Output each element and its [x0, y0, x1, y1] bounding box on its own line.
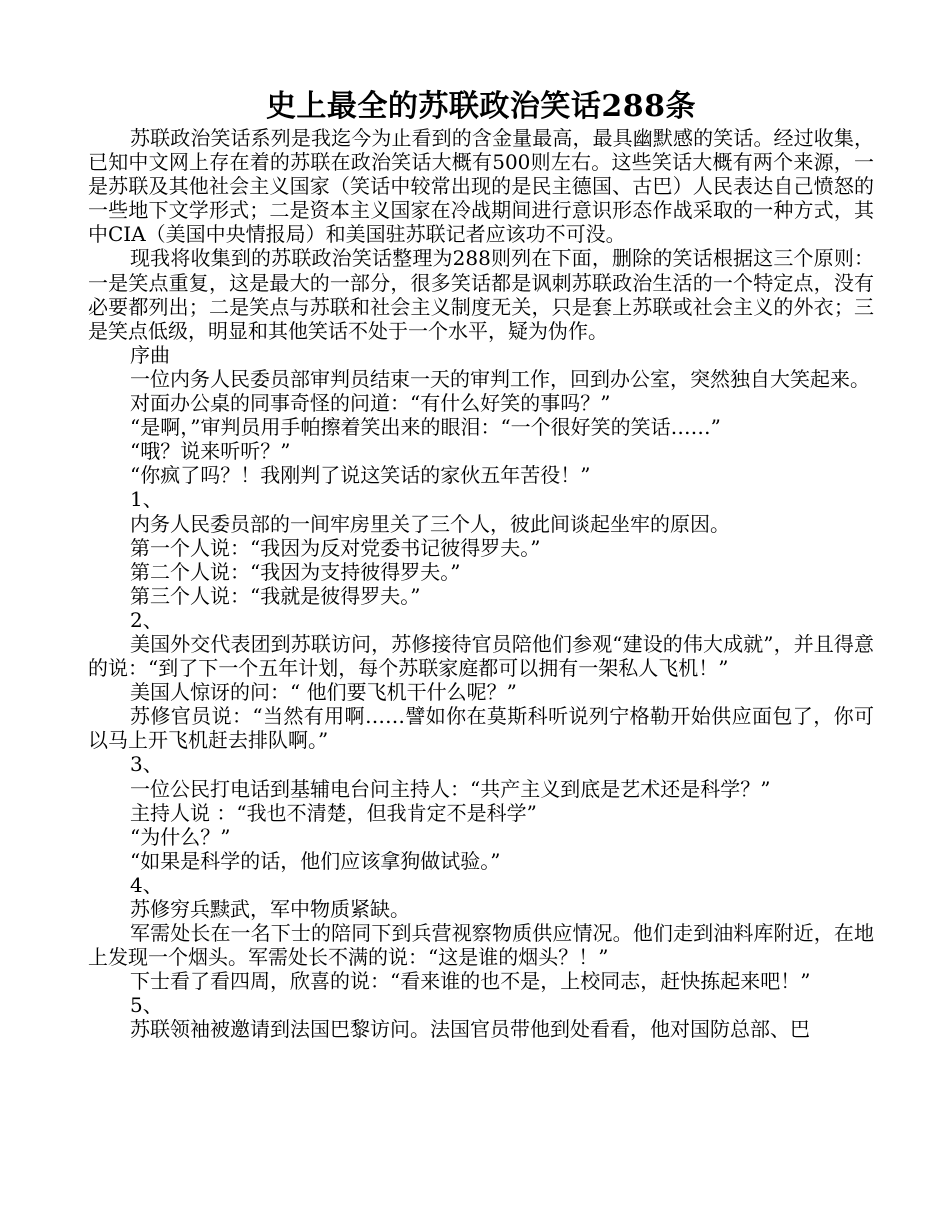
document-page: [88, 88, 874, 1042]
paragraph: 2、: [130, 607, 163, 632]
paragraph: 5、: [130, 993, 163, 1018]
paragraph: 第二个人说：“我因为支持彼得罗夫。”: [130, 559, 461, 584]
paragraph: 1、: [130, 487, 163, 512]
paragraph: 下士看了看四周，欣喜的说：“看来谁的也不是，上校同志，赶快拣起来吧！”: [130, 969, 811, 994]
paragraph: 军需处长在一名下士的陪同下到兵营视察物质供应情况。他们走到油料库附近，在地上发现一个烟头。军需处长不满的说：“这是谁的烟头？！”: [88, 921, 874, 970]
paragraph: 对面办公桌的同事奇怪的问道：“有什么好笑的事吗？”: [130, 391, 611, 416]
paragraph: “哦？说来听听？”: [130, 439, 291, 464]
paragraph: 苏联政治笑话系列是我迄今为止看到的含金量最高，最具幽默感的笑话。经过收集，已知中文网上存在着的苏联在政治笑话大概有500则左右。这些笑话大概有两个来源，一是苏联及其他社会主义国家（笑话中较常出现的是民主德国、古巴）人民表达自己愤怒的一些地下文学形式；二是资本主义国家在冷战期间进行意识形态作战采取的一种方式，其中CIA（美国中央情报局）和美国驻苏联记者应该功不可没。: [88, 126, 874, 247]
paragraph: 3、: [130, 752, 163, 777]
paragraph: 第一个人说：“我因为反对党委书记彼得罗夫。”: [130, 535, 541, 560]
paragraph: “是啊，”审判员用手帕擦着笑出来的眼泪：“一个很好笑的笑话……”: [130, 415, 721, 440]
document-title: 史上最全的苏联政治笑话288条: [265, 89, 697, 124]
paragraph: 苏联领袖被邀请到法国巴黎访问。法国官员带他到处看看，他对国防总部、巴: [130, 1017, 810, 1042]
paragraph: 苏修穷兵黩武，军中物质紧缺。: [130, 897, 410, 921]
paragraph: 第三个人说：“我就是彼得罗夫。”: [130, 583, 421, 608]
paragraph: 序曲: [130, 342, 170, 367]
paragraph: 美国人惊讶的问：“ 他们要飞机干什么呢？”: [130, 680, 517, 705]
document-body: [88, 126, 874, 1042]
paragraph: 主持人说 ：“我也不清楚，但我肯定不是科学”: [130, 800, 537, 825]
paragraph: 一位公民打电话到基辅电台问主持人：“共产主义到底是艺术还是科学？”: [130, 776, 771, 801]
paragraph: “你疯了吗？！我刚判了说这笑话的家伙五年苦役！”: [130, 463, 591, 488]
paragraph: 现我将收集到的苏联政治笑话整理为288则列在下面，删除的笑话根据这三个原则：一是笑点重复，这是最大的一部分，很多笑话都是讽刺苏联政治生活的一个特定点，没有必要都列出；二是笑点与苏联和社会主义制度无关，只是套上苏联或社会主义的外衣；三是笑点低级，明显和其他笑话不处于一个水平，疑为伪作。: [88, 246, 874, 343]
paragraph: 苏修官员说：“当然有用啊……譬如你在莫斯科听说列宁格勒开始供应面包了，你可以马上开飞机赶去排队啊。”: [88, 704, 874, 753]
paragraph: 美国外交代表团到苏联访问，苏修接待官员陪他们参观“建设的伟大成就”，并且得意的说：“到了下一个五年计划，每个苏联家庭都可以拥有一架私人飞机！”: [88, 631, 874, 681]
paragraph: 4、: [130, 872, 163, 897]
paragraph: 一位内务人民委员部审判员结束一天的审判工作，回到办公室，突然独自大笑起来。: [130, 366, 870, 391]
paragraph: “如果是科学的话，他们应该拿狗做试验。”: [130, 848, 501, 873]
paragraph: “为什么？”: [130, 824, 231, 849]
paragraph: 内务人民委员部的一间牢房里关了三个人，彼此间谈起坐牢的原因。: [130, 511, 730, 536]
